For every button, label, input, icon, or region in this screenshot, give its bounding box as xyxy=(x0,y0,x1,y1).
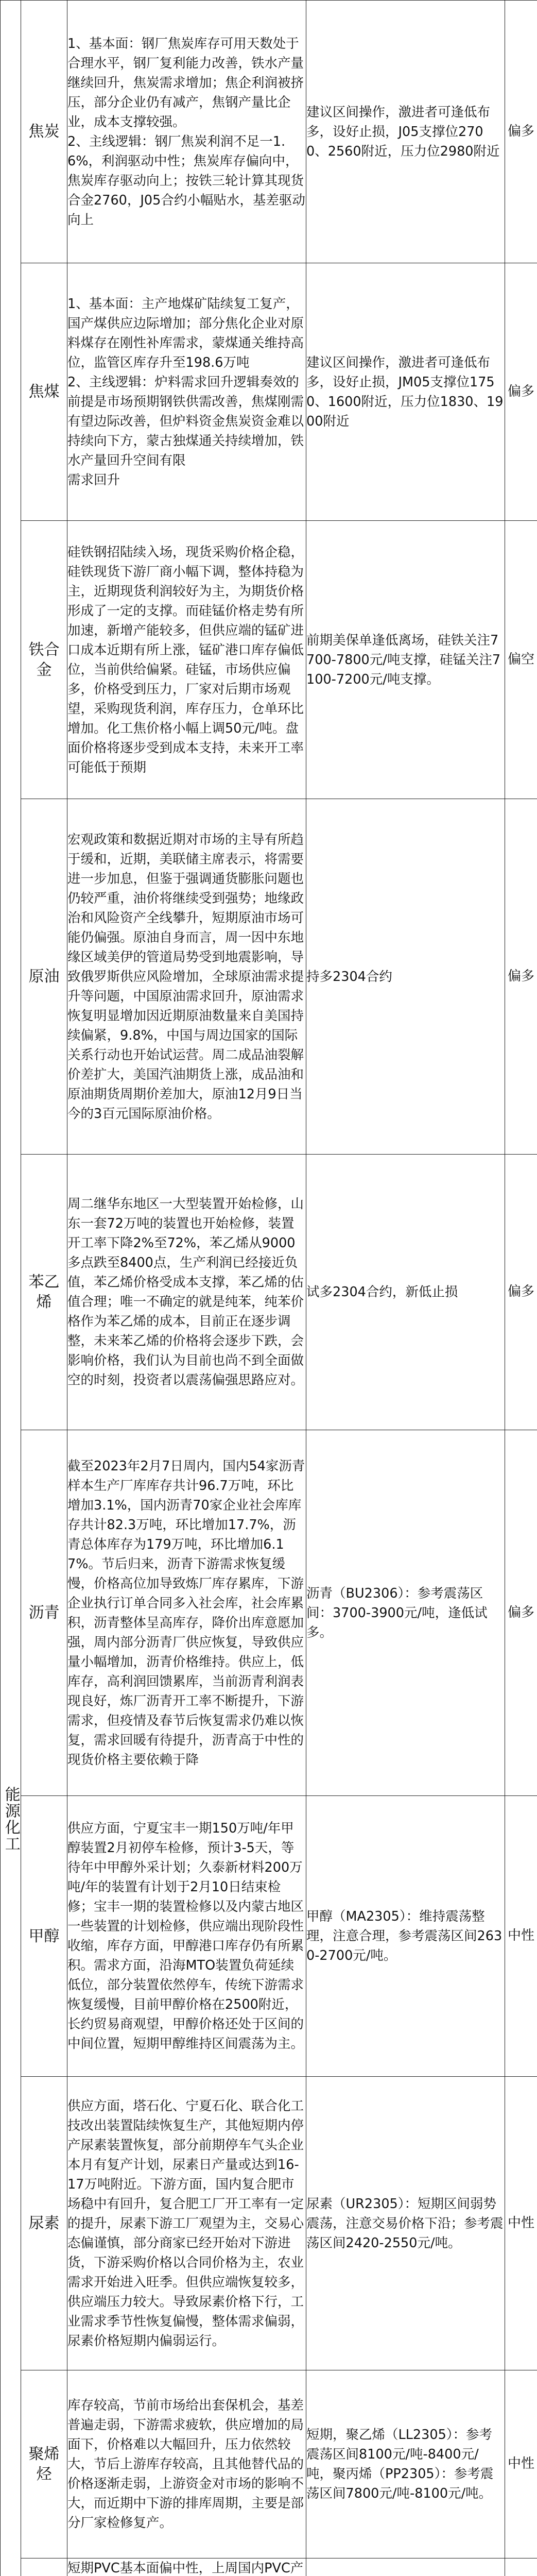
market-view-cell: 库存较高，节前市场给出套保机会，基差普遍走弱，下游需求疲软，供应增加的局面下，价格难以大幅回升，压力依然较大，节后上游库存较高，且其他替代品的价格逐渐走弱，上游资金对市场的影响不大，而近期中下游的排库周期，主要是部分厂家检修复产。 xyxy=(67,2370,306,2558)
bias-cell: 偏多 xyxy=(505,263,537,521)
commodity-name-cell: 沥青 xyxy=(21,1430,67,1796)
market-view-cell: 宏观政策和数据近期对市场的主导有所趋于缓和，近期，美联储主席表示，将需要进一步加息，但鉴于强调通货膨胀问题也仍较严重，油价将继续受到强势；地缘政治和风险资产全线攀升，短期原油市场可能仍偏强。原油自身而言，周一因中东地缘区域美伊的管道局势受到地震影响，导致俄罗斯供应风险增加，全球原油需求提升等问题，中国原油需求回升，原油需求恢复明显增加因近期原油数量来自美国持续偏紧，9.8%，中国与周边国家的国际关系行动也开始试运营。周二成品油裂解价差扩大，美国汽油期货上涨，成品油和原油期货周期价差加大，原油12月9日当今的3百元国际原油价格。 xyxy=(67,799,306,1155)
strategy-cell: 甲醇（MA2305）：维持震荡整理，注意合理，参考震荡区间2630-2700元/吨。 xyxy=(306,1796,505,2077)
table-row xyxy=(1,799,537,1155)
table-row xyxy=(1,2558,537,2576)
market-view-cell: 供应方面，宁夏宝丰一期150万吨/年甲醇装置2月初停车检修，预计3-5天，等待年中甲醇外采计划；久泰新材料200万吨/年的装置有计划于2月10日结束检修；宝丰一期的装置检修以及内蒙古地区一些装置的计划检修，供应端出现阶段性收缩，库存方面，甲醇港口库存仍有所累积。需求方面，沿海MTO装置负荷延续低位，部分装置依然停车，传统下游需求恢复缓慢，目前甲醇价格在2500附近，长约贸易商观望，甲醇价格还处于区间的中间位置，短期甲醇维持区间震荡为主。 xyxy=(67,1796,306,2077)
category-cell: 能源化工 xyxy=(1,1,21,2576)
bias-cell: 中性 xyxy=(505,2370,537,2558)
bias-cell xyxy=(505,2558,537,2576)
strategy-cell: 试多2304合约，新低止损 xyxy=(306,1155,505,1430)
commodity-name-cell: 尿素 xyxy=(21,2077,67,2370)
table-row xyxy=(1,1155,537,1430)
table-row xyxy=(1,1796,537,2077)
strategy-cell: 建议区间操作，激进者可逢低布多，设好止损，J05支撑位2700、2560附近，压力位2980附近 xyxy=(306,1,505,263)
commodity-name-cell: 焦煤 xyxy=(21,263,67,521)
market-view-cell: 供应方面，塔石化、宁夏石化、联合化工技改出装置陆续恢复生产，其他短期内停产尿素装置恢复，部分前期停车气头企业本月有复产计划，尿素日产量或达到16-17万吨附近。下游方面，国内复合肥市场稳中有回升，复合肥工厂开工率有一定的提升，尿素下游工厂观望为主，交易心态偏谨慎，部分商家已经开始对下游进货，下游采购价格以合同价格为主，农业需求开始进入旺季。但供应端恢复较多，供应端压力较大。导致尿素价格下行，工业需求季节性恢复偏慢，整体需求偏弱，尿素价格短期内偏弱运行。 xyxy=(67,2077,306,2370)
strategy-cell: 短期，聚乙烯（LL2305）：参考震荡区间8100元/吨-8400元/吨，聚丙烯（PP2305）：参考震荡区间7800元/吨-8100元/吨。 xyxy=(306,2370,505,2558)
bias-cell: 偏多 xyxy=(505,799,537,1155)
bias-cell: 偏多 xyxy=(505,1155,537,1430)
strategy-cell: 尿素（UR2305）：短期区间弱势震荡，注意交易价格下沿；参考震荡区间2420-2550元/吨。 xyxy=(306,2077,505,2370)
commodity-name-cell: 苯乙烯 xyxy=(21,1155,67,1430)
bias-cell: 中性 xyxy=(505,2077,537,2370)
market-view-cell: 短期PVC基本面偏中性，上周国内PVC产 xyxy=(67,2558,306,2576)
table-row xyxy=(1,1,537,263)
table-row xyxy=(1,263,537,521)
market-view-cell: 截至2023年2月7日周内，国内54家沥青样本生产厂库库存共计96.7万吨，环比增加3.1%，国内沥青70家企业社会库库存共计82.3万吨，环比增加17.7%，沥青总体库存为179万吨，环比增加6.17%。节后归来，沥青下游需求恢复缓慢，价格高位加导致炼厂库存累库，下游企业执行订单合同多入社会库，社会库累积，沥青整体呈高库存，降价出库意愿加强，周内部分沥青厂供应恢复，导致供应量小幅增加，沥青价格维持。供应上，低库存，高利润回馈累库，当前沥青利润表现良好，炼厂沥青开工率不断提升，下游需求，但疫情及春节后恢复需求仍难以恢复，需求回暖有待提升，沥青高于中性的现货价格主要依赖于降 xyxy=(67,1430,306,1796)
market-view-cell: 1、基本面：主产地煤矿陆续复工复产，国产煤供应边际增加；部分焦化企业对原料煤存在刚性补库需求，蒙煤通关维持高位，监管区库存升至198.6万吨 2、主线逻辑：炉料需求回升逻辑奏效的前提是市场预期钢铁供需改善，焦煤刚需有望边际改善，但炉料资金焦炭资金难以持续向下方，蒙古独煤通关持续增加，铁水产量回升空间有限 需求回升 xyxy=(67,263,306,521)
bias-cell: 中性 xyxy=(505,1796,537,2077)
strategy-cell: 建议区间操作，激进者可逢低布多，设好止损，JM05支撑位1750、1600附近，压力位1830、1900附近 xyxy=(306,263,505,521)
bias-cell: 偏多 xyxy=(505,1430,537,1796)
market-view-cell: 周二继华东地区一大型装置开始检修，山东一套72万吨的装置也开始检修，装置开工率下降2%至72%，苯乙烯从9000多点跌至8400点，生产利润已经接近负值，苯乙烯价格受成本支撑，苯乙烯的估值合理；唯一不确定的就是纯苯，纯苯价格作为苯乙烯的成本，目前正在逐步调整，未来苯乙烯的价格将会逐步下跌，会影响价格，我们认为目前也尚不到全面做空的时刻，投资者以震荡偏强思路应对。 xyxy=(67,1155,306,1430)
commodity-name-cell: 原油 xyxy=(21,799,67,1155)
strategy-cell: 前期美保单逢低离场，硅铁关注7700-7800元/吨支撑，硅锰关注7100-7200元/吨支撑。 xyxy=(306,521,505,799)
strategy-cell: 沥青（BU2306）：参考震荡区间：3700-3900元/吨，逢低试多。 xyxy=(306,1430,505,1796)
table-body xyxy=(1,1,537,2576)
table-row xyxy=(1,521,537,799)
market-view-cell: 硅铁钢招陆续入场，现货采购价格企稳，硅铁现货下游厂商小幅下调，整体持稳为主，近期现货利润较好为主，为期货价格形成了一定的支撑。而硅锰价格走势有所加速，新增产能较多，但供应端的锰矿进口成本近期有所上涨，锰矿港口库存偏低位，当前供给偏紧。硅锰，市场供应偏多，价格受到压力，厂家对后期市场观望，采购现货利润，库存压力，仓单环比增加。化工焦价格小幅上调50元/吨。盘面价格将逐步受到成本支持，未来开工率可能低于预期 xyxy=(67,521,306,799)
bias-cell: 偏多 xyxy=(505,1,537,263)
market-view-cell: 1、基本面：钢厂焦炭库存可用天数处于合理水平，钢厂复利能力改善，铁水产量继续回升，焦炭需求增加；焦企利润被挤压，部分企业仍有减产，焦钢产量比企业，成本支撑较强。 2、主线逻辑：钢厂焦炭利润不足一1.6%，利润驱动中性；焦炭库存偏向中，焦炭库存驱动向上；按铁三轮计算其现货合金2760，J05合约小幅贴水，基差驱动向上 xyxy=(67,1,306,263)
strategy-cell: 持多2304合约 xyxy=(306,799,505,1155)
commodity-name-cell: 铁合金 xyxy=(21,521,67,799)
commodity-name-cell: 聚烯烃 xyxy=(21,2370,67,2558)
table-row xyxy=(1,2077,537,2370)
commodity-name-cell: 甲醇 xyxy=(21,1796,67,2077)
commodity-name-cell xyxy=(21,2558,67,2576)
table-row xyxy=(1,1430,537,1796)
table-row xyxy=(1,2370,537,2558)
bias-cell: 偏空 xyxy=(505,521,537,799)
strategy-cell xyxy=(306,2558,505,2576)
commodity-name-cell: 焦炭 xyxy=(21,1,67,263)
